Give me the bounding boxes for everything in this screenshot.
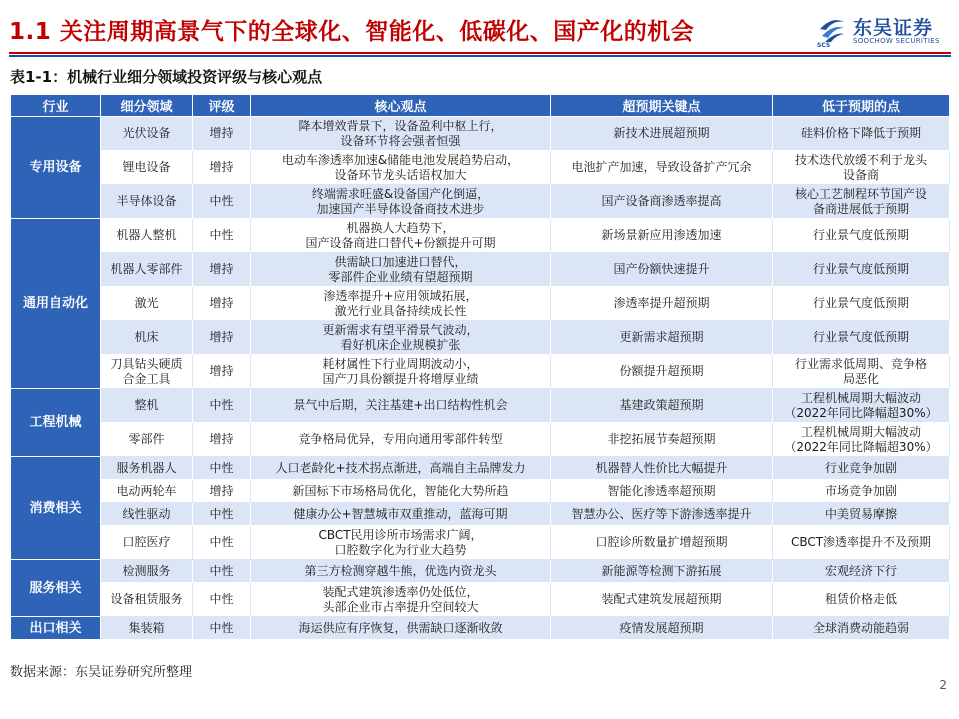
upside-cell: 基建政策超预期 (551, 389, 773, 423)
table-row (11, 423, 950, 457)
sector-cell: 工程机械 (11, 389, 101, 457)
logo-emblem-icon (817, 14, 847, 44)
downside-cell: CBCT渗透率提升不及预期 (773, 526, 950, 560)
upside-cell: 智慧办公、医疗等下游渗透率提升 (551, 503, 773, 526)
table-row (11, 389, 950, 423)
table-row (11, 583, 950, 617)
sector-cell: 通用自动化 (11, 219, 101, 389)
table-row (11, 151, 950, 185)
table-row (11, 321, 950, 355)
segment-cell: 激光 (101, 287, 193, 321)
core-view-cell: 新国标下市场格局优化，智能化大势所趋 (251, 480, 551, 503)
segment-cell: 刀具钻头硬质 合金工具 (101, 355, 193, 389)
rating-cell: 中性 (193, 219, 251, 253)
upside-cell: 更新需求超预期 (551, 321, 773, 355)
table-row (11, 117, 950, 151)
column-header: 核心观点 (251, 95, 551, 117)
table-caption: 表1-1：机械行业细分领域投资评级与核心观点 (10, 68, 323, 86)
downside-cell: 行业景气度低预期 (773, 287, 950, 321)
logo-name-cn: 东吴证券 (853, 17, 934, 39)
sector-cell: 出口相关 (11, 617, 101, 640)
table-row (11, 617, 950, 640)
logo-abbr: SCS (817, 42, 831, 49)
table-row (11, 185, 950, 219)
downside-cell: 行业景气度低预期 (773, 219, 950, 253)
downside-cell: 工程机械周期大幅波动 （2022年同比降幅超30%） (773, 389, 950, 423)
upside-cell: 新场景新应用渗透加速 (551, 219, 773, 253)
core-view-cell: 景气中后期，关注基建+出口结构性机会 (251, 389, 551, 423)
upside-cell: 国产份额快速提升 (551, 253, 773, 287)
segment-cell: 锂电设备 (101, 151, 193, 185)
sector-cell: 消费相关 (11, 457, 101, 560)
upside-cell: 非挖拓展节奏超预期 (551, 423, 773, 457)
upside-cell: 新技术进展超预期 (551, 117, 773, 151)
core-view-cell: 终端需求旺盛&设备国产化倒逼， 加速国产半导体设备商技术进步 (251, 185, 551, 219)
rating-cell: 中性 (193, 560, 251, 583)
core-view-cell: 供需缺口加速进口替代， 零部件企业业绩有望超预期 (251, 253, 551, 287)
column-header: 评级 (193, 95, 251, 117)
segment-cell: 设备租赁服务 (101, 583, 193, 617)
segment-cell: 机器人整机 (101, 219, 193, 253)
core-view-cell: 渗透率提升+应用领域拓展， 激光行业具备持续成长性 (251, 287, 551, 321)
rating-cell: 增持 (193, 423, 251, 457)
table-body (11, 117, 950, 640)
upside-cell: 电池扩产加速，导致设备扩产冗余 (551, 151, 773, 185)
core-view-cell: 装配式建筑渗透率仍处低位， 头部企业市占率提升空间较大 (251, 583, 551, 617)
segment-cell: 电动两轮车 (101, 480, 193, 503)
upside-cell: 口腔诊所数量扩增超预期 (551, 526, 773, 560)
downside-cell: 行业需求低周期、竞争格 局恶化 (773, 355, 950, 389)
segment-cell: 线性驱动 (101, 503, 193, 526)
segment-cell: 半导体设备 (101, 185, 193, 219)
downside-cell: 核心工艺制程环节国产设 备商进展低于预期 (773, 185, 950, 219)
downside-cell: 工程机械周期大幅波动 （2022年同比降幅超30%） (773, 423, 950, 457)
downside-cell: 硅料价格下降低于预期 (773, 117, 950, 151)
segment-cell: 光伏设备 (101, 117, 193, 151)
upside-cell: 新能源等检测下游拓展 (551, 560, 773, 583)
segment-cell: 服务机器人 (101, 457, 193, 480)
table-row (11, 503, 950, 526)
core-view-cell: 健康办公+智慧城市双重推动，蓝海可期 (251, 503, 551, 526)
table-row (11, 480, 950, 503)
rating-cell: 增持 (193, 287, 251, 321)
table-row (11, 457, 950, 480)
segment-cell: 机器人零部件 (101, 253, 193, 287)
sector-cell: 服务相关 (11, 560, 101, 617)
page-number: 2 (939, 678, 947, 692)
sector-cell: 专用设备 (11, 117, 101, 219)
downside-cell: 全球消费动能趋弱 (773, 617, 950, 640)
core-view-cell: 竞争格局优异，专用向通用零部件转型 (251, 423, 551, 457)
table-row (11, 253, 950, 287)
downside-cell: 中美贸易摩擦 (773, 503, 950, 526)
title-divider-blue (9, 55, 951, 57)
data-source-note: 数据来源：东吴证券研究所整理 (10, 665, 193, 680)
rating-cell: 增持 (193, 253, 251, 287)
logo-name-en: SOOCHOW SECURITIES (853, 37, 940, 45)
upside-cell: 机器替人性价比大幅提升 (551, 457, 773, 480)
segment-cell: 口腔医疗 (101, 526, 193, 560)
upside-cell: 渗透率提升超预期 (551, 287, 773, 321)
table-row (11, 560, 950, 583)
table-row (11, 355, 950, 389)
core-view-cell: 电动车渗透率加速&储能电池发展趋势启动， 设备环节龙头话语权加大 (251, 151, 551, 185)
downside-cell: 租赁价格走低 (773, 583, 950, 617)
core-view-cell: 第三方检测穿越牛熊，优选内资龙头 (251, 560, 551, 583)
core-view-cell: 耗材属性下行业周期波动小， 国产刀具份额提升将增厚业绩 (251, 355, 551, 389)
upside-cell: 智能化渗透率超预期 (551, 480, 773, 503)
segment-cell: 集装箱 (101, 617, 193, 640)
downside-cell: 技术迭代放缓不利于龙头 设备商 (773, 151, 950, 185)
rating-cell: 增持 (193, 355, 251, 389)
core-view-cell: 降本增效背景下，设备盈利中枢上行， 设备环节将会强者恒强 (251, 117, 551, 151)
column-header: 低于预期的点 (773, 95, 950, 117)
rating-cell: 增持 (193, 151, 251, 185)
segment-cell: 检测服务 (101, 560, 193, 583)
upside-cell: 装配式建筑发展超预期 (551, 583, 773, 617)
segment-cell: 机床 (101, 321, 193, 355)
company-logo (817, 12, 945, 50)
upside-cell: 份额提升超预期 (551, 355, 773, 389)
segment-cell: 零部件 (101, 423, 193, 457)
downside-cell: 宏观经济下行 (773, 560, 950, 583)
rating-cell: 中性 (193, 503, 251, 526)
column-header: 超预期关键点 (551, 95, 773, 117)
table-header-row (11, 95, 950, 117)
table-row (11, 287, 950, 321)
column-header: 细分领域 (101, 95, 193, 117)
rating-cell: 增持 (193, 117, 251, 151)
rating-cell: 中性 (193, 457, 251, 480)
rating-cell: 中性 (193, 185, 251, 219)
rating-cell: 增持 (193, 321, 251, 355)
upside-cell: 国产设备商渗透率提高 (551, 185, 773, 219)
core-view-cell: CBCT民用诊所市场需求广阔， 口腔数字化为行业大趋势 (251, 526, 551, 560)
downside-cell: 行业景气度低预期 (773, 321, 950, 355)
downside-cell: 行业竞争加剧 (773, 457, 950, 480)
upside-cell: 疫情发展超预期 (551, 617, 773, 640)
table-row (11, 219, 950, 253)
column-header: 行业 (11, 95, 101, 117)
rating-cell: 中性 (193, 526, 251, 560)
core-view-cell: 更新需求有望平滑景气波动， 看好机床企业规模扩张 (251, 321, 551, 355)
title-divider-red (9, 52, 951, 54)
table-row (11, 526, 950, 560)
core-view-cell: 机器换人大趋势下， 国产设备商进口替代+份额提升可期 (251, 219, 551, 253)
rating-cell: 中性 (193, 389, 251, 423)
downside-cell: 市场竞争加剧 (773, 480, 950, 503)
core-view-cell: 人口老龄化+技术拐点渐进，高端自主品牌发力 (251, 457, 551, 480)
rating-cell: 增持 (193, 480, 251, 503)
core-view-cell: 海运供应有序恢复，供需缺口逐渐收敛 (251, 617, 551, 640)
rating-cell: 中性 (193, 583, 251, 617)
downside-cell: 行业景气度低预期 (773, 253, 950, 287)
segment-cell: 整机 (101, 389, 193, 423)
slide-title: 1.1 关注周期高景气下的全球化、智能化、低碳化、国产化的机会 (9, 19, 695, 45)
investment-rating-table (10, 94, 950, 640)
rating-cell: 中性 (193, 617, 251, 640)
